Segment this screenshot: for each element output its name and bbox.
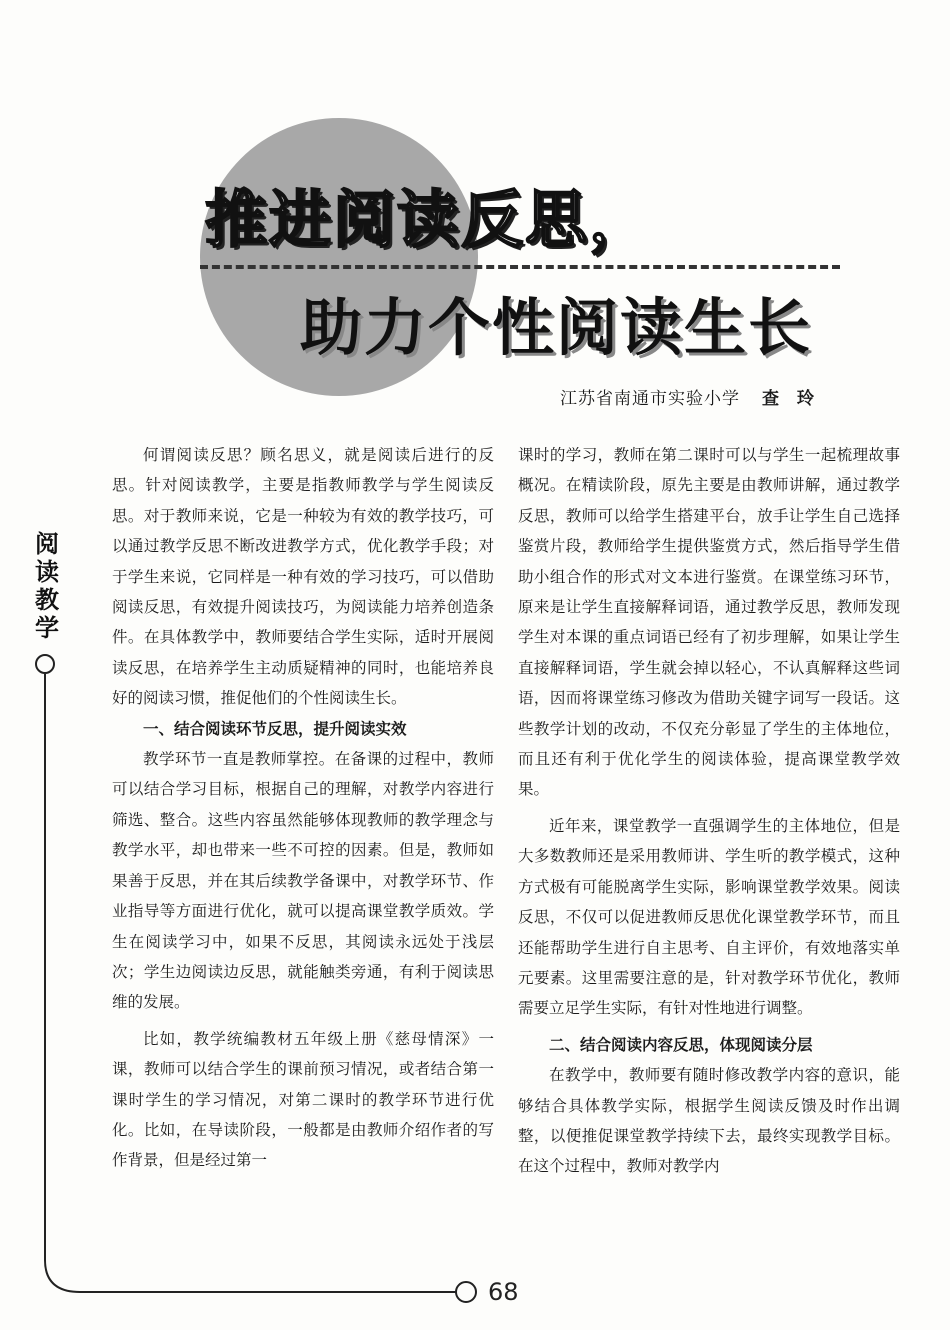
article-title-line2: 助力个性阅读生长 bbox=[300, 291, 813, 364]
paragraph: 在教学中，教师要有随时修改教学内容的意识，能够结合具体教学实际，根据学生阅读反馈及时作出调整，以便推促课堂教学持续下去，最终实现教学目标。在这个过程中，教师对教学内 bbox=[518, 1066, 900, 1176]
paragraph: 课时的学习，教师在第二课时可以与学生一起梳理故事概况。在精读阶段，原先主要是由教师讲解，通过教学反思，教师可以给学生搭建平台，放手让学生自己选择鉴赏片段，教师给学生提供鉴赏方式，然后指导学生借助小组合作的形式对文本进行鉴赏。在课堂练习环节，原来是让学生直接解释词语，通过教学反思，教师发现学生对本课的重点词语已经有了初步理解，如果让学生直接解释词语，学生就会掉以轻心，不认真解释这些词语，因而将课堂练习修改为借助关键字词写一段话。这些教学计划的改动，不仅充分彰显了学生的主体地位，而且还有利于优化学生的阅读体验，提高课堂教学效果。 bbox=[518, 446, 900, 799]
bottom-rule-ornament bbox=[0, 1220, 490, 1330]
byline bbox=[560, 384, 832, 409]
author-institution: 江苏省南通市实验小学 bbox=[560, 389, 740, 409]
side-vertical-rule bbox=[44, 674, 46, 1234]
section-heading: 一、结合阅读环节反思，提升阅读实效 bbox=[143, 719, 407, 738]
paragraph: 教学环节一直是教师掌控。在备课的过程中，教师可以结合学习目标，根据自己的理解，对教学内容进行筛选、整合。这些内容虽然能够体现教师的教学理念与教学水平，却也带来一些不可控的因素。但是，教师如果善于反思，并在其后续教学备课中，对教学环节、作业指导等方面进行优化，就可以提高课堂教学质效。学生在阅读学习中，如果不反思，其阅读永远处于浅层次；学生边阅读边反思，就能触类旁通，有利于阅读思维的发展。 bbox=[112, 750, 494, 1012]
section-label: 阅读教学 bbox=[35, 530, 59, 642]
paragraph: 比如，教学统编教材五年级上册《慈母情深》一课，教师可以结合学生的课前预习情况，或者结合第一课时学生的学习情况，对第二课时的教学环节进行优化。比如，在导读阶段，一般都是由教师介绍作者的写作背景，但是经过第一 bbox=[112, 1029, 494, 1170]
author-name: 查玲 bbox=[762, 389, 832, 409]
article-column-left bbox=[112, 440, 494, 1176]
article-column-right bbox=[518, 440, 900, 1182]
paragraph: 何谓阅读反思？顾名思义，就是阅读后进行的反思。针对阅读教学，主要是指教师教学与学生阅读反思。对于教师来说，它是一种较为有效的教学技巧，可以通过教学反思不断改进教学方式，优化教学手段；对于学生来说，它同样是一种有效的学习技巧，可以借助阅读反思，有效提升阅读技巧，为阅读能力培养创造条件。在具体教学中，教师要结合学生实际，适时开展阅读反思，在培养学生主动质疑精神的同时，也能培养良好的阅读习惯，推促他们的个性阅读生长。 bbox=[112, 446, 494, 708]
article-title-line1: 推进阅读反思， bbox=[205, 183, 654, 256]
side-circle-ornament bbox=[35, 654, 55, 674]
paragraph: 近年来，课堂教学一直强调学生的主体地位，但是大多数教师还是采用教师讲、学生听的教学模式，这种方式极有可能脱离学生实际，影响课堂教学效果。阅读反思，不仅可以促进教师反思优化课堂教学环节，而且还能帮助学生进行自主思考、自主评价，有效地落实单元要素。这里需要注意的是，针对教学环节优化，教师需要立足学生实际，有针对性地进行调整。 bbox=[518, 816, 900, 1018]
page-number: 68 bbox=[488, 1278, 519, 1306]
section-heading: 二、结合阅读内容反思，体现阅读分层 bbox=[549, 1035, 813, 1054]
title-dashed-divider bbox=[200, 265, 840, 269]
